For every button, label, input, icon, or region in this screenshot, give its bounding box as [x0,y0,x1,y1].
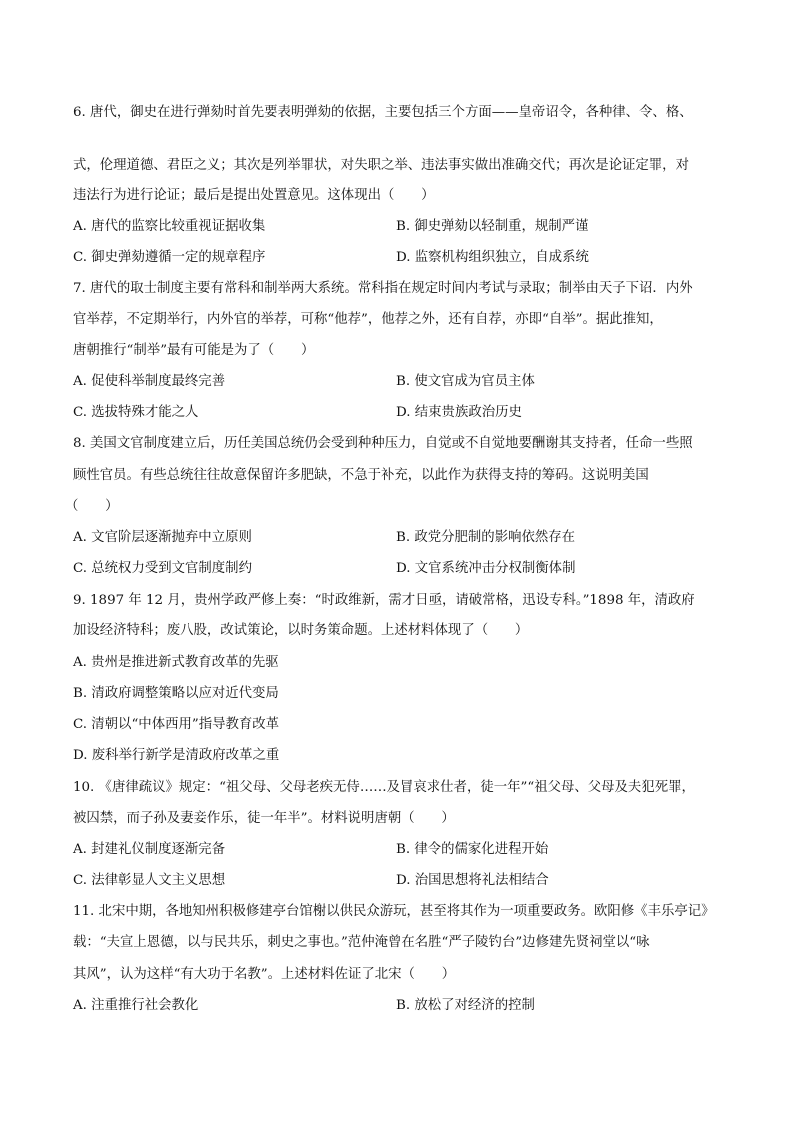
question-8-option-b[interactable]: B. 政党分肥制的影响依然存在 [396,530,576,545]
question-7-option-b[interactable]: B. 使文官成为官员主体 [396,374,535,389]
question-6-option-a[interactable]: A. 唐代的监察比较重视证据收集 [73,219,266,234]
question-9-line-2: 加设经济特科；废八股，改试策论，以时务策命题。上述材料体现了（ ） [73,623,529,638]
question-7-line-1: 7. 唐代的取士制度主要有常科和制举两大系统。常科指在规定时间内考试与录取；制举由天子下诏．内外 [73,281,693,296]
question-8-option-a[interactable]: A. 文官阶层逐渐抛弃中立原则 [73,530,252,545]
question-7-option-d[interactable]: D. 结束贵族政治历史 [396,405,522,420]
question-6-line-3: 违法行为进行论证；最后是提出处置意见。这体现出（ ） [73,188,435,203]
question-10-option-d[interactable]: D. 治国思想将礼法相结合 [396,873,549,888]
question-10-line-1: 10. 《唐律疏议》规定：“祖父母、父母老疾无侍……及冒哀求仕者，徒一年”“祖父母、父母及夫犯死罪， [73,780,695,795]
question-10-option-b[interactable]: B. 律令的儒家化进程开始 [396,842,549,857]
question-6-line-2: 式，伦理道德、君臣之义；其次是列举罪状，对失职之举、违法事实做出准确交代；再次是论证定罪，对 [73,158,689,173]
question-11-line-3: 其风”，认为这样“有大功于名教”。上述材料佐证了北宋（ ） [73,967,456,982]
question-9-line-1: 9. 1897 年 12 月，贵州学政严修上奏：“时政维新，需才日亟，请破常格，迅设专科。”1898 年，清政府 [73,593,695,608]
question-7-option-c[interactable]: C. 选拔特殊才能之人 [73,405,199,420]
question-11-line-1: 11. 北宋中期，各地知州积极修建亭台馆榭以供民众游玩，甚至将其作为一项重要政务。欧阳修《丰乐亭记》 [73,904,715,919]
question-8-option-d[interactable]: D. 文官系统冲击分权制衡体制 [396,561,576,576]
question-8-line-3: （ ） [65,499,119,514]
question-9-option-c[interactable]: C. 清朝以“中体西用”指导教育改革 [73,717,280,732]
question-9-option-d[interactable]: D. 废科举行新学是清政府改革之重 [73,748,280,763]
question-10-line-2: 被囚禁，而子孙及妻妾作乐，徒一年半”。材料说明唐朝（ ） [73,811,455,826]
question-6-option-b[interactable]: B. 御史弹劾以轻制重，规制严谨 [396,219,589,234]
question-7-option-a[interactable]: A. 促使科举制度最终完善 [73,374,226,389]
question-8-line-2: 顾性官员。有些总统往往故意保留许多肥缺，不急于补充，以此作为获得支持的筹码。这说明美国 [73,468,649,483]
question-7-line-3: 唐朝推行“制举”最有可能是为了（ ） [73,343,315,358]
question-8-line-1: 8. 美国文官制度建立后，历任美国总统仍会受到种种压力，自觉或不自觉地要酬谢其支持者，任命一些照 [73,436,693,451]
question-11-line-2: 载：“夫宣上恩德，以与民共乐，刺史之事也。”范仲淹曾在名胜“严子陵钓台”边修建先贤祠堂以“咏 [73,935,650,950]
question-6-option-c[interactable]: C. 御史弹劾遵循一定的规章程序 [73,250,266,265]
question-11-option-a[interactable]: A. 注重推行社会教化 [73,998,199,1013]
question-9-option-b[interactable]: B. 清政府调整策略以应对近代变局 [73,686,279,701]
question-10-option-a[interactable]: A. 封建礼仪制度逐渐完备 [73,842,226,857]
question-7-line-2: 官举荐，不定期举行，内外官的举荐，可称“他荐”，他荐之外，还有自荐，亦即“自举”。据此推知， [73,312,663,327]
question-6-line-1: 6. 唐代，御史在进行弹劾时首先要表明弹劾的依据，主要包括三个方面——皇帝诏令，各种律、令、格、 [73,105,693,120]
question-8-option-c[interactable]: C. 总统权力受到文官制度制约 [73,561,252,576]
question-9-option-a[interactable]: A. 贵州是推进新式教育改革的先驱 [73,655,279,670]
question-10-option-c[interactable]: C. 法律彰显人文主义思想 [73,873,226,888]
question-6-option-d[interactable]: D. 监察机构组织独立，自成系统 [396,250,589,265]
question-11-option-b[interactable]: B. 放松了对经济的控制 [396,998,535,1013]
